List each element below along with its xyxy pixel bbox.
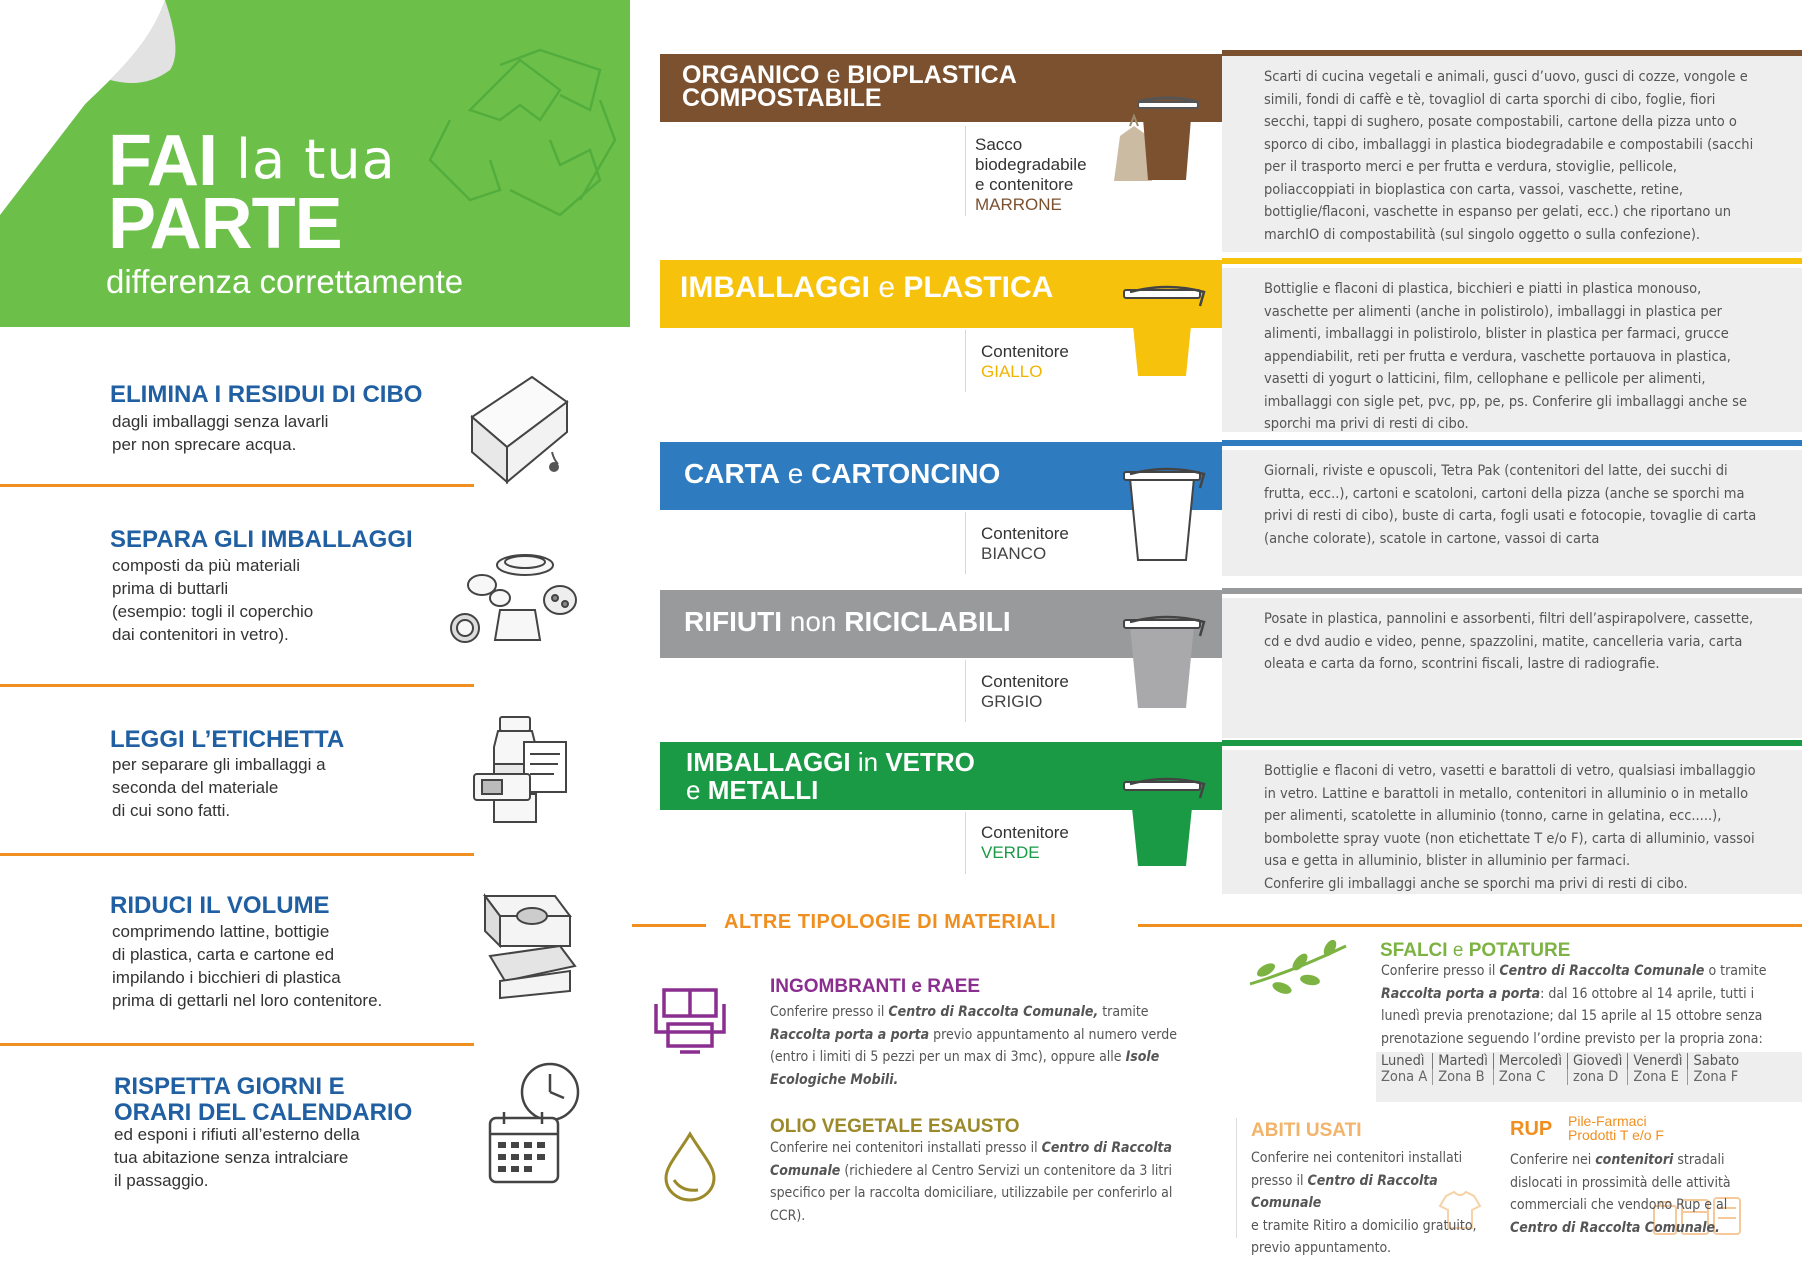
branch-leaves-icon (1246, 940, 1350, 996)
container-label: Contenitore GRIGIO (981, 672, 1069, 711)
zones-table (1376, 1053, 1744, 1085)
grey-bin-icon (1118, 614, 1208, 716)
ingombranti-text: Conferire presso il Centro di Raccolta Comunale, tramite Raccolta porta a porta previo appuntamento al numero verde (entro i limiti di 5 pezzi per un max di 3mc), oppure alle Isole Ecologiche Mobili. (770, 1004, 1177, 1088)
oil-drop-icon (662, 1130, 718, 1202)
tip-separator (0, 853, 474, 856)
container-label: Sacco biodegradabile e contenitore MARRONE (975, 135, 1087, 214)
tip-title: ELIMINA I RESIDUI DI CIBO (110, 381, 423, 408)
category-top-line (1222, 258, 1802, 264)
container-label: Contenitore BIANCO (981, 524, 1069, 563)
zones-row: Zona A Zona B Zona C zona D Zona E Zona F (1376, 1069, 1744, 1085)
recycle-icon (430, 50, 615, 215)
altre-line-right (1138, 924, 1802, 927)
category-description: Bottiglie e flaconi di vetro, vasetti e barattoli di vetro, qualsiasi imballaggio in vetro. Lattine e barattoli in metallo, contenitori in alluminio o in metallo per alimenti, scatolette in alluminio (tonno, carne in gelatina, ecc.....), bombolette spray vuote (non etichettate T e/o F), carta di alluminio, vassoi usa e getta in alluminio, blister in alluminio per farmaci. Conferire gli imballaggi anche se sporchi ma privi di resti di cibo. (1222, 750, 1802, 894)
category-description: Bottiglie e flaconi di plastica, bicchieri e piatti in plastica monouso, vaschette per alimenti (anche in polistirolo), imballaggi in plastica per alimenti, imballaggi in polistirolo, blister in plastica per farmaci, grucce appendiabilit, reti per frutta e verdura, vaschette portauova in plastica, vasetti di yogurt o latticini, film, cellophane e pellicole per alimenti, imballaggi con sigle pet, pvc, pp, pe, ps. Conferire gli imballaggi anche se sporchi ma privi di resti di cibo. (1222, 268, 1802, 432)
tip-separator (0, 1043, 474, 1046)
category-top-line (1222, 588, 1802, 594)
tip-title: LEGGI L’ETICHETTA (110, 726, 345, 753)
tip-title: RIDUCI IL VOLUME (110, 892, 330, 919)
container-divider (965, 660, 966, 722)
category-description: Scarti di cucina vegetali e animali, gusci d’uovo, gusci di cozze, vongole e simili, fondi di caffè e tè, tovagliol di carta sporchi di cibo, foglie, fiori secchi, tappi di sughero, posate compostabili, cartone della pizza unto o sporco di cibo, imballaggi in plastica biodegradabile e compostabili (sacchi per il trasporto merci e per frutta e verdura, stoviglie, pellicole, poliaccoppiati in bioplastica con carta, vassoi, vaschette, retine, bottiglie/flaconi, vaschette in espanso per gelati, ecc.) che riportano un marchIO di compostabilità (sul singolo oggetto o sulla confezione). (1222, 56, 1802, 252)
category-organico-bar: ORGANICO e BIOPLASTICA COMPOSTABILE (660, 54, 1222, 122)
hero-parte: PARTE (108, 184, 342, 264)
hero-fai: FAI (108, 121, 218, 201)
container-divider (965, 812, 966, 874)
milk-carton-icon (462, 372, 582, 492)
tip-text: comprimendo lattine, bottigie di plastica, carta e cartone ed impilando i bicchieri di plastica prima di gettarli nel loro contenitore. (112, 922, 383, 1010)
yellow-bin-icon (1118, 284, 1208, 384)
altre-line-left (632, 924, 706, 927)
container-divider (965, 126, 966, 216)
clock-calendar-icon (480, 1060, 590, 1190)
category-description: Posate in plastica, pannolini e assorbenti, filtri dell’aspirapolvere, cassette, cd e dvd audio e video, penne, spazzolini, matite, cancelleria varia, carta oleata e carta da forno, scontrini fiscali, lastre di radiografie. (1222, 598, 1802, 738)
tip-text: composti da più materiali prima di buttarli (esempio: togli il coperchio dai contenitori in vetro). (112, 556, 314, 644)
sofa-tv-icon (650, 984, 730, 1056)
days-row: Lunedì Martedì Mercoledì Giovedì Venerdì Sabato (1376, 1053, 1744, 1069)
olio-title: OLIO VEGETALE ESAUSTO (770, 1116, 1020, 1137)
container-label: Contenitore GIALLO (981, 342, 1069, 381)
rup-title: RUP (1510, 1118, 1553, 1140)
hero-la-tua: la tua (236, 128, 396, 191)
category-top-line (1222, 440, 1802, 446)
sfalci-title: SFALCI e POTATURE (1380, 940, 1571, 961)
crushed-box-icon (470, 886, 590, 1006)
rup-subtitle: Pile-Farmaci Prodotti T e/o F (1568, 1113, 1664, 1143)
abiti-divider (1236, 1118, 1237, 1238)
tip-text: ed esponi i rifiuti all’esterno della tua abitazione senza intralciare il passaggio. (114, 1125, 360, 1190)
bottle-label-icon (470, 712, 590, 832)
sfalci-text: Conferire presso il Centro di Raccolta Comunale o tramite Raccolta porta a porta: dal 16 ottobre al 14 aprile, tutti i lunedì previa prenotazione; dal 15 aprile al 15 ottobre senza prenotazione seguendo l’ordine previsto per la propria zona: (1381, 963, 1767, 1047)
tip-separator (0, 684, 474, 687)
hero-subtitle: differenza correttamente (106, 263, 464, 300)
green-bin-icon (1118, 776, 1208, 872)
container-label: Contenitore VERDE (981, 823, 1069, 862)
olio-text: Conferire nei contenitori installati presso il Centro di Raccolta Comunale (richiedere al Centro Servizi un contenitore da 3 litri specifico per la raccolta domiciliare, utilizzabile per conferirlo al CCR). (770, 1140, 1173, 1224)
tip-title: SEPARA GLI IMBALLAGGI (110, 526, 413, 553)
abiti-title: ABITI USATI (1251, 1120, 1362, 1141)
category-carta-bar: CARTA e CARTONCINO (660, 442, 1222, 510)
altre-title: ALTRE TIPOLOGIE DI MATERIALI (724, 911, 1057, 933)
abiti-text: Conferire nei contenitori installati presso il Centro di Raccolta Comunale e tramite Ritiro a domicilio gratuito, previo appuntamento. (1251, 1150, 1477, 1256)
tip-separator (0, 484, 474, 487)
category-top-line (1222, 740, 1802, 746)
container-divider (965, 512, 966, 574)
caps-and-lids-icon (440, 540, 600, 660)
tip-title: RISPETTA GIORNI E ORARI DEL CALENDARIO (114, 1073, 413, 1126)
category-description: Giornali, riviste e opuscoli, Tetra Pak (contenitori del latte, dei succhi di frutta, ecc..), cartoni e scatoloni, cartoni della pizza (anche se sporchi ma privi di resti di cibo), buste di carta, fogli usati e fotocopie, tovaglie di carta (anche colorate), scatole in cartone, vassoi di carta (1222, 450, 1802, 576)
tip-text: dagli imballaggi senza lavarli per non sprecare acqua. (112, 412, 329, 454)
white-bin-icon (1118, 466, 1208, 568)
container-divider (965, 330, 966, 392)
brown-bin-icon (1112, 96, 1212, 186)
category-indifferenziato-bar: RIFIUTI non RICICLABILI (660, 590, 1222, 658)
category-vetro-bar: IMBALLAGGI in VETRO e METALLI (660, 742, 1222, 810)
ingombranti-title: INGOMBRANTI e RAEE (770, 976, 981, 997)
category-plastica-bar: IMBALLAGGI e PLASTICA (660, 260, 1222, 328)
tip-text: per separare gli imballaggi a seconda del materiale di cui sono fatti. (112, 755, 326, 820)
rup-text: Conferire nei contenitori stradali dislocati in prossimità delle attività commerciali che vendono Rup e al Centro di Raccolta Comunale. (1510, 1152, 1731, 1236)
